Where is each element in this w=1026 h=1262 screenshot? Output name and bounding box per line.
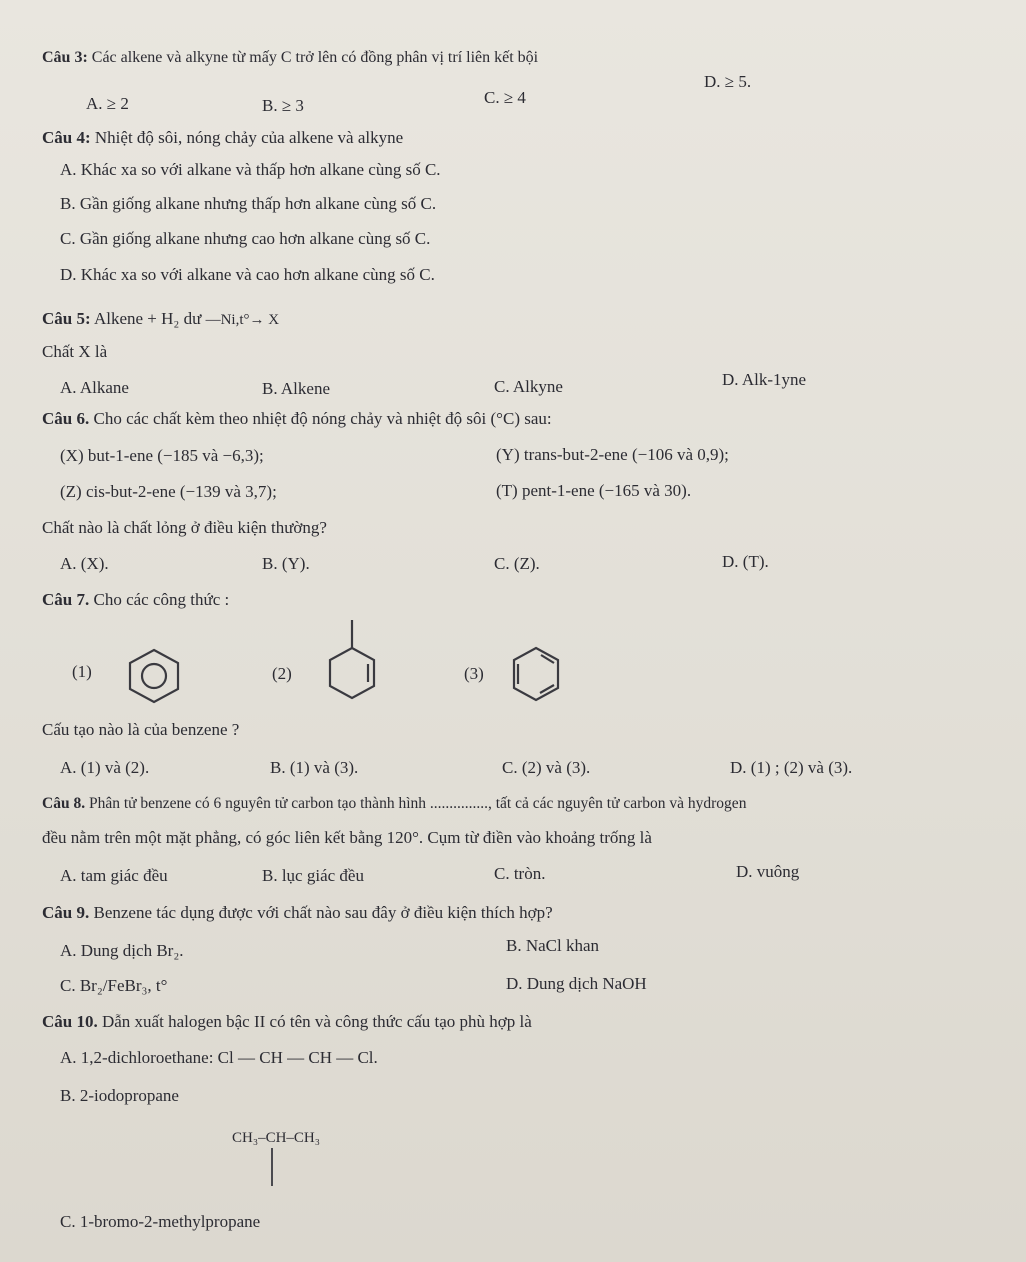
question-5 [42, 309, 279, 330]
structure-2-label: (2) [272, 664, 292, 683]
q7-option-d: D. (1) ; (2) và (3). [730, 758, 853, 777]
question-9 [42, 903, 553, 923]
q4-option-a: A. Khác xa so với alkane và thấp hơn alkane cùng số C. [60, 160, 441, 179]
q3-option-b: B. ≥ 3 [262, 96, 304, 115]
question-8-number: Câu 8. [42, 795, 86, 812]
question-10 [42, 1012, 532, 1032]
question-3-stem: Các alkene và alkyne từ mấy C trở lên có đồng phân vị trí liên kết bội [91, 49, 539, 66]
q7-option-b: B. (1) và (3). [270, 758, 359, 777]
q7-option-c: C. (2) và (3). [502, 758, 591, 777]
question-6-stem: Cho các chất kèm theo nhiệt độ nóng chảy và nhiệt độ sôi (°C) sau: [93, 409, 552, 428]
q9-option-c: C. Br₂/FeBr₃, t° [60, 976, 168, 995]
q6-option-c: C. (Z). [494, 554, 540, 573]
q5-option-d: D. Alk-1yne [722, 370, 807, 389]
q10-formula: CH₃–CH–CH₃ [232, 1130, 320, 1146]
q3-option-d: D. ≥ 5. [704, 72, 752, 91]
question-9-number: Câu 9. [42, 903, 90, 922]
q10-option-a: A. 1,2-dichloroethane: Cl — CH — CH — Cl. [60, 1048, 378, 1067]
question-3-number: Câu 3: [42, 49, 88, 66]
question-4-stem: Nhiệt độ sôi, nóng chảy của alkene và alkyne [94, 128, 404, 147]
q8-option-c: C. tròn. [494, 864, 546, 883]
q3-option-a: A. ≥ 2 [86, 94, 129, 113]
q6-substance-z: (Z) cis-but-2-ene (−139 và 3,7); [60, 482, 277, 501]
q6-option-b: B. (Y). [262, 554, 310, 573]
question-8-stem: Phân tử benzene có 6 nguyên tử carbon tạo thành hình ..............., tất cả các nguyên tử carbon và hydrogen [88, 795, 747, 812]
q7-option-a: A. (1) và (2). [60, 758, 150, 777]
structure-3-icon [510, 646, 562, 702]
question-7-number: Câu 7. [42, 590, 90, 609]
reaction-arrow: —Ni,t°→ X [205, 312, 280, 328]
q4-option-c: C. Gần giống alkane nhưng cao hơn alkane cùng số C. [60, 229, 431, 248]
question-4-number: Câu 4: [42, 128, 91, 147]
q9-option-d: D. Dung dịch NaOH [506, 974, 647, 993]
formula-bond-icon [268, 1148, 276, 1188]
q3-option-c: C. ≥ 4 [484, 88, 526, 107]
question-5-stem: Alkene + H₂ dư [93, 309, 202, 328]
q6-substance-y: (Y) trans-but-2-ene (−106 và 0,9); [496, 445, 729, 464]
question-6 [42, 409, 552, 429]
q8-continuation: đều nằm trên một mặt phẳng, có góc liên kết bằng 120°. Cụm từ điền vào khoảng trống là [42, 828, 652, 847]
q4-option-b: B. Gần giống alkane nhưng thấp hơn alkane cùng số C. [60, 194, 437, 213]
question-7-stem: Cho các công thức : [93, 590, 230, 609]
q9-option-b: B. NaCl khan [506, 936, 600, 955]
q5-option-c: C. Alkyne [494, 377, 563, 396]
q8-option-b: B. lục giác đều [262, 866, 364, 885]
question-4 [42, 128, 403, 148]
q6-option-d: D. (T). [722, 552, 769, 571]
q6-substance-x: (X) but-1-ene (−185 và −6,3); [60, 446, 264, 465]
q10-option-b: B. 2-iodopropane [60, 1086, 179, 1105]
q10-option-c: C. 1-bromo-2-methylpropane [60, 1212, 261, 1231]
q9-option-a: A. Dung dịch Br₂. [60, 941, 184, 960]
q8-option-d: D. vuông [736, 862, 800, 881]
structure-1-icon [126, 648, 182, 704]
question-10-stem: Dẫn xuất halogen bậc II có tên và công thức cấu tạo phù hợp là [101, 1012, 532, 1031]
q7-question: Cấu tạo nào là của benzene ? [42, 720, 240, 739]
q5-option-a: A. Alkane [60, 378, 129, 397]
question-9-stem: Benzene tác dụng được với chất nào sau đây ở điều kiện thích hợp? [93, 903, 553, 922]
question-3 [42, 48, 538, 68]
q6-question: Chất nào là chất lỏng ở điều kiện thường? [42, 518, 327, 537]
question-10-number: Câu 10. [42, 1012, 98, 1031]
q5-subprompt: Chất X là [42, 342, 108, 361]
q6-option-a: A. (X). [60, 554, 109, 573]
q6-substance-t: (T) pent-1-ene (−165 và 30). [496, 481, 692, 500]
structure-2-icon [326, 620, 378, 706]
q8-option-a: A. tam giác đều [60, 866, 168, 885]
question-5-number: Câu 5: [42, 309, 91, 328]
structure-3-label: (3) [464, 664, 484, 683]
question-8 [42, 794, 746, 814]
q4-option-d: D. Khác xa so với alkane và cao hơn alkane cùng số C. [60, 265, 435, 284]
question-7 [42, 590, 229, 610]
question-6-number: Câu 6. [42, 409, 90, 428]
q5-option-b: B. Alkene [262, 379, 330, 398]
structure-1-label: (1) [72, 662, 92, 681]
